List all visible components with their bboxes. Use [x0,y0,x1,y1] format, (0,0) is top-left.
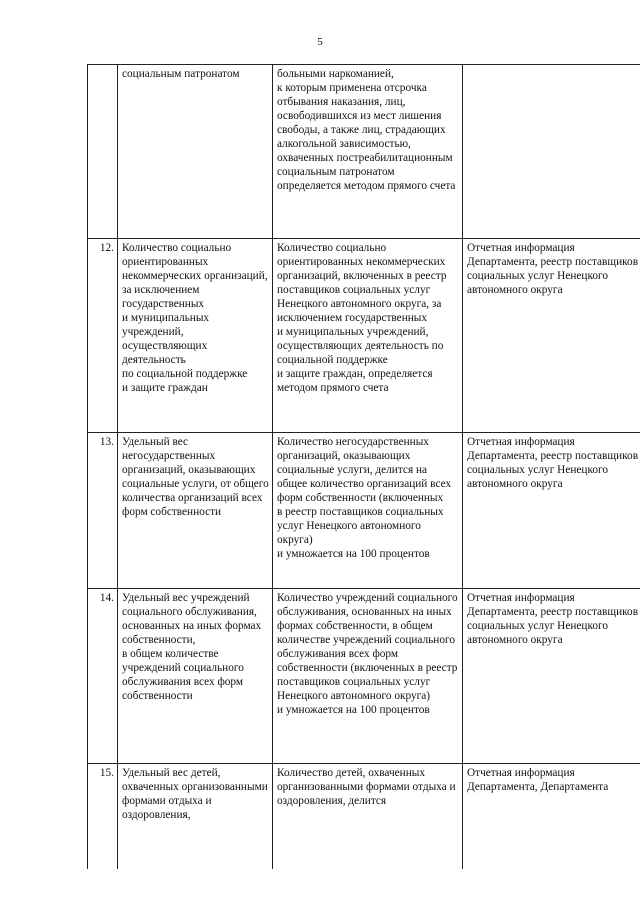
page-number: 5 [317,36,323,48]
table-row [88,433,640,589]
indicator-name: Удельный вес детей, охваченных организованными формами отдыха и оздоровления, [118,764,273,870]
row-number: 13. [88,433,118,589]
calculation-method: Количество детей, охваченных организованными формами отдыха и оздоровления, делится [273,764,463,870]
calculation-method: Количество социально ориентированных некоммерческих организаций, включенных в реестр поставщиков социальных услуг Ненецкого автономного округа, за исключением государственных и муниципальных учреждений, осуществляющих деятельность по социальной поддержке и защите граждан, определяется методом прямого счета [273,239,463,433]
table-row [88,65,640,239]
indicator-name: Удельный вес негосударственных организаций, оказывающих социальные услуги, от общего количества организаций всех форм собственности [118,433,273,589]
indicator-name: социальным патронатом [118,65,273,239]
table-row [88,764,640,870]
table-row [88,589,640,764]
indicator-name: Количество социально ориентированных некоммерческих организаций, за исключением государственных и муниципальных учреждений, осуществляющих деятельность по социальной поддержке и защите граждан [118,239,273,433]
row-number: 12. [88,239,118,433]
calculation-method: Количество негосударственных организаций, оказывающих социальные услуги, делится на общее количество организаций всех форм собственности (включенных в реестр поставщиков социальных услуг Ненецкого автономного округа) и умножается на 100 процентов [273,433,463,589]
calculation-method: Количество учреждений социального обслуживания, основанных на иных формах собственности, в общем количестве учреждений социального обслуживания всех форм собственности (включенных в реестр поставщиков социальных услуг Ненецкого автономного округа) и умножается на 100 процентов [273,589,463,764]
indicators-table [87,64,640,869]
data-source: Отчетная информация Департамента, реестр поставщиков социальных услуг Ненецкого автономного округа [463,239,640,433]
table-row [88,239,640,433]
data-source: Отчетная информация Департамента, Департамента [463,764,640,870]
row-number: 14. [88,589,118,764]
calculation-method: больными наркоманией, к которым применена отсрочка отбывания наказания, лиц, освободившихся из мест лишения свободы, а также лиц, страдающих алкогольной зависимостью, охваченных постреабилитационным социальным патронатом определяется методом прямого счета [273,65,463,239]
row-number: 15. [88,764,118,870]
indicator-name: Удельный вес учреждений социального обслуживания, основанных на иных формах собственности, в общем количестве учреждений социального обслуживания всех форм собственности [118,589,273,764]
data-source [463,65,640,239]
data-source: Отчетная информация Департамента, реестр поставщиков социальных услуг Ненецкого автономного округа [463,589,640,764]
row-number [88,65,118,239]
data-source: Отчетная информация Департамента, реестр поставщиков социальных услуг Ненецкого автономного округа [463,433,640,589]
